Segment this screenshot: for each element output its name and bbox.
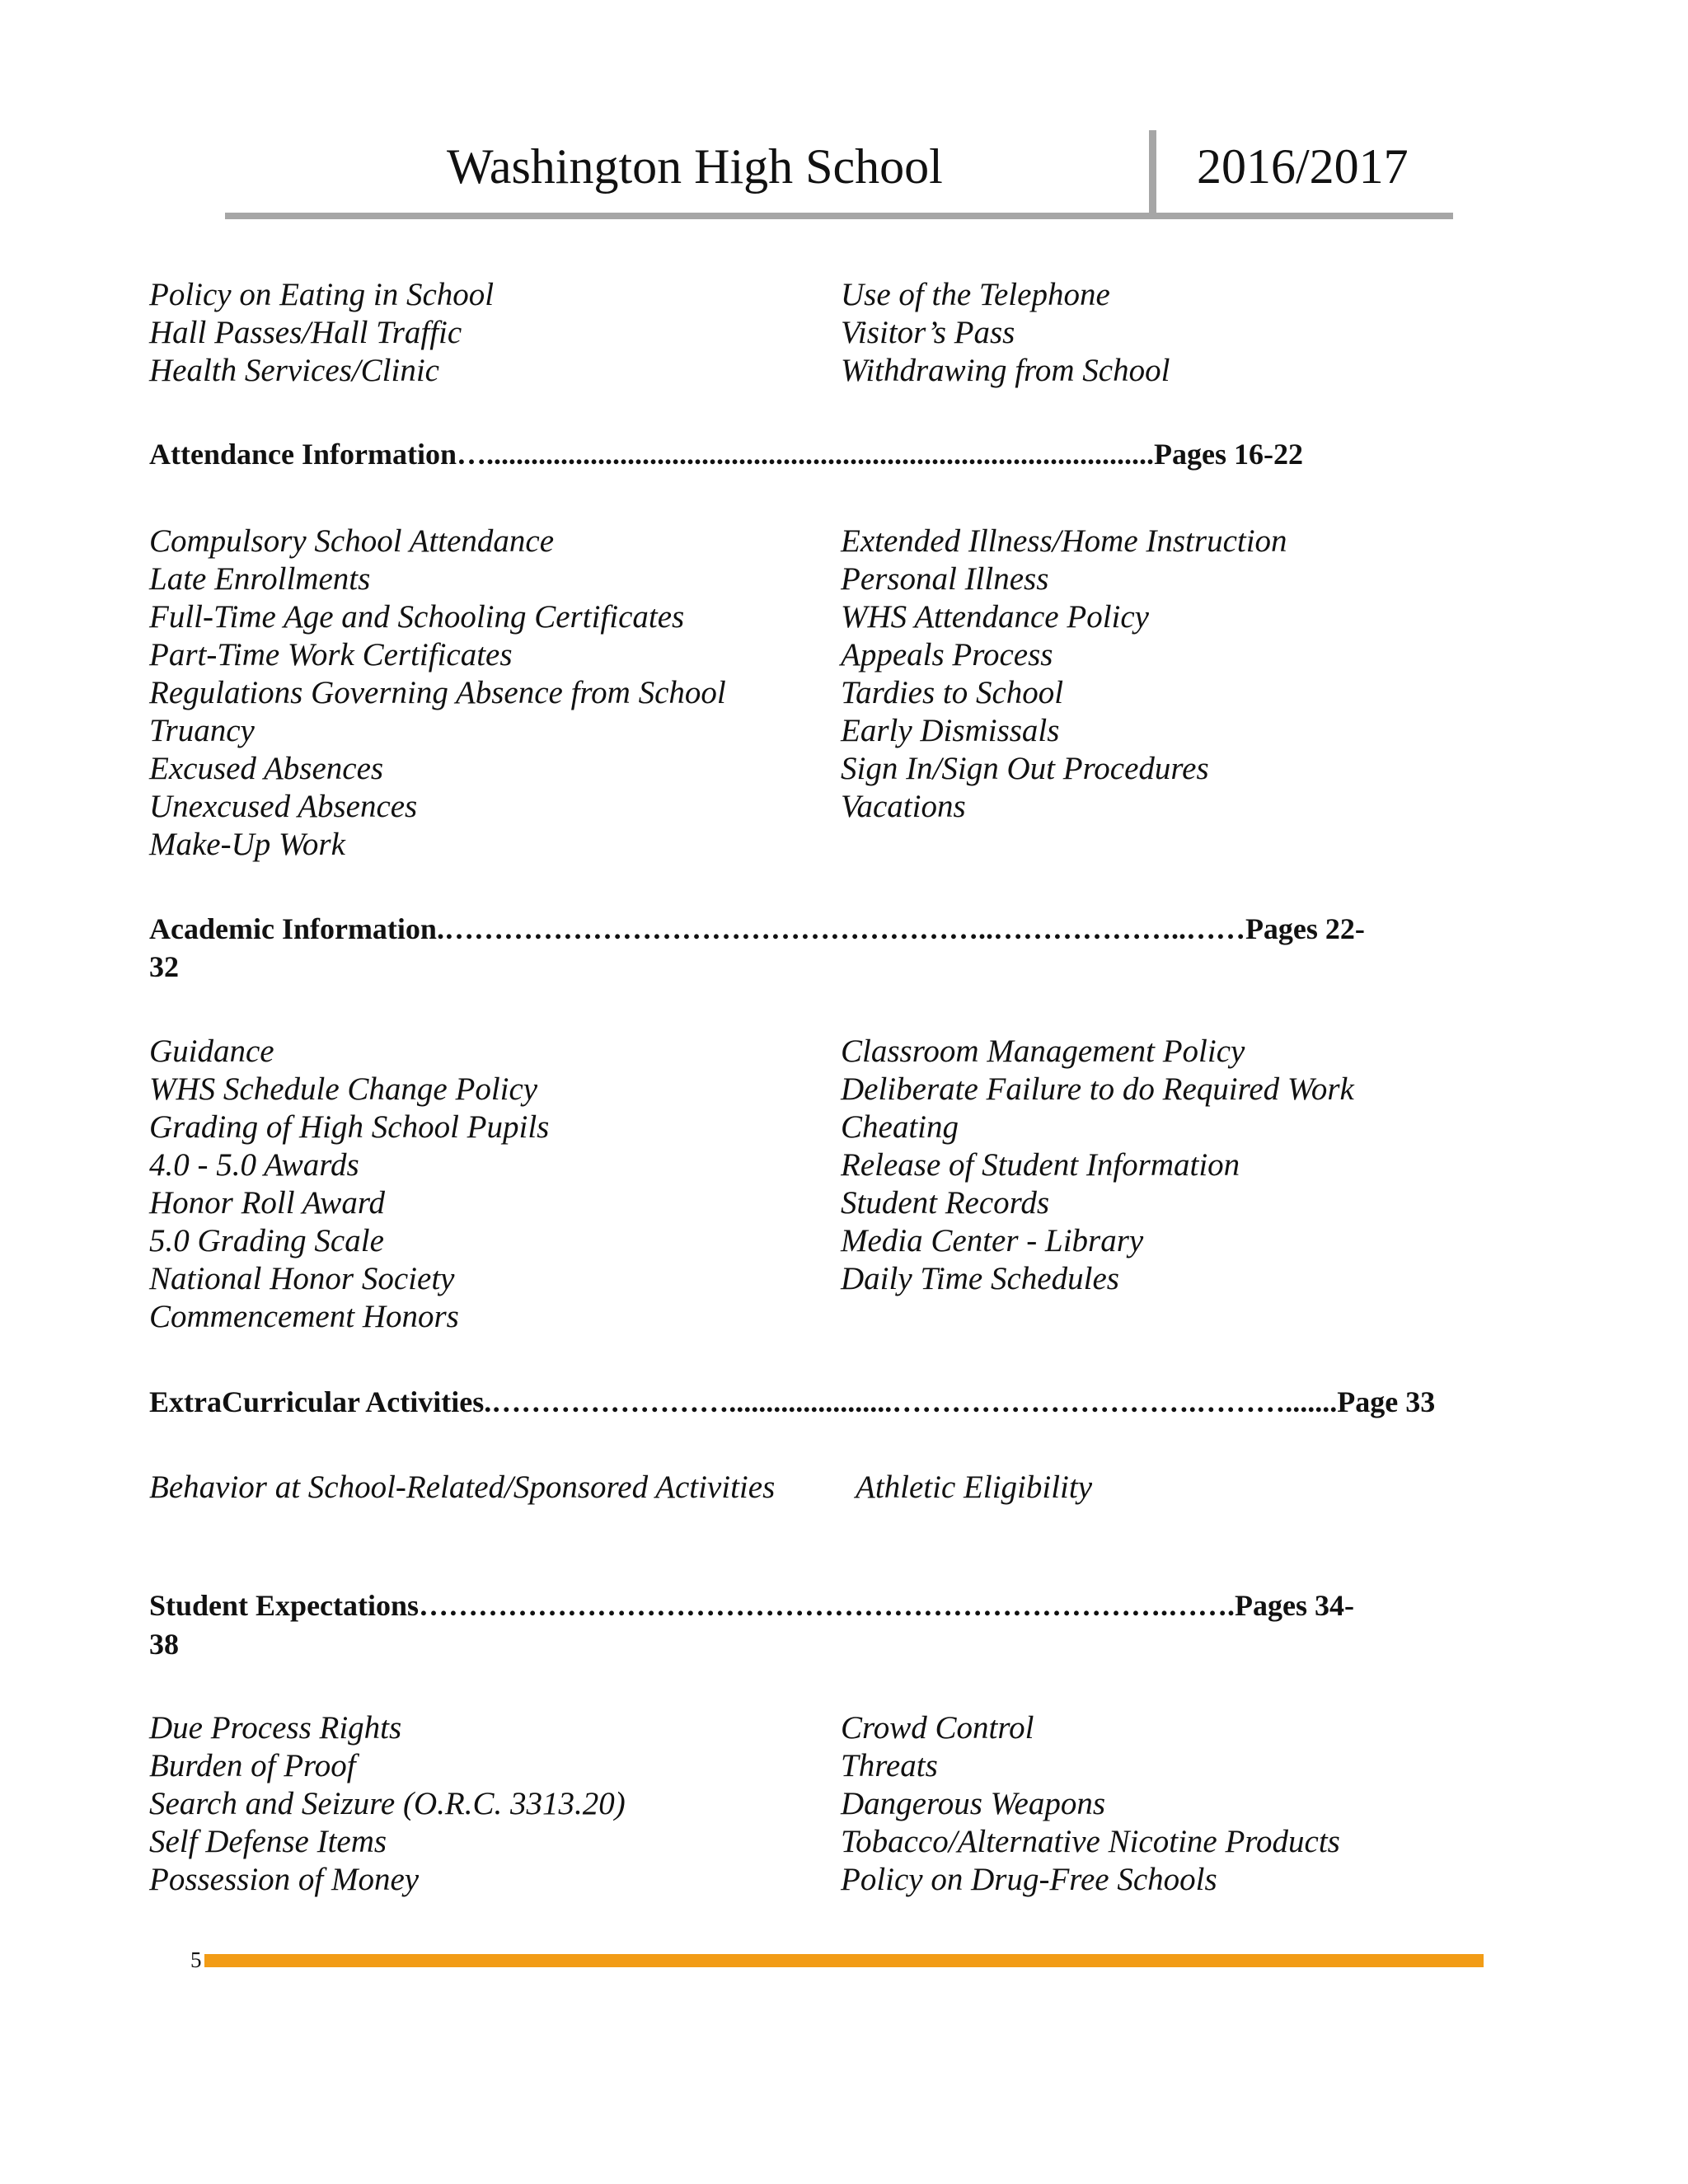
section-heading-extracurricular: ExtraCurricular Activities.……………………......................………………………….……….......Page 33	[149, 1385, 1436, 1418]
list-item: Deliberate Failure to do Required Work	[841, 1071, 1354, 1107]
list-item: WHS Attendance Policy	[841, 599, 1149, 635]
list-item: Make-Up Work	[149, 827, 345, 862]
list-item: Vacations	[841, 789, 966, 824]
list-item: Athletic Eligibility	[856, 1469, 1093, 1505]
list-item: Compulsory School Attendance	[149, 523, 555, 559]
list-item: WHS Schedule Change Policy	[149, 1071, 538, 1107]
list-item: Extended Illness/Home Instruction	[841, 523, 1287, 559]
list-item: Dangerous Weapons	[841, 1786, 1106, 1821]
list-item: Honor Roll Award	[149, 1185, 386, 1221]
list-item: Search and Seizure (O.R.C. 3313.20)	[149, 1786, 626, 1821]
section-heading-academic: Academic Information.………………………………………………..………………..……Pages 22-	[149, 912, 1365, 945]
list-item: Sign In/Sign Out Procedures	[841, 751, 1209, 786]
list-item: Early Dismissals	[841, 713, 1060, 748]
list-item: Daily Time Schedules	[841, 1261, 1119, 1296]
list-item: 4.0 - 5.0 Awards	[149, 1147, 359, 1183]
list-item: Policy on Eating in School	[149, 277, 495, 312]
list-item: Appeals Process	[841, 637, 1053, 673]
header-divider	[1149, 130, 1156, 219]
section-heading-student-expectations-cont: 38	[149, 1628, 179, 1661]
list-item: Personal Illness	[841, 561, 1049, 597]
list-item: Threats	[841, 1748, 938, 1783]
list-item: Excused Absences	[149, 751, 384, 786]
footer-rule	[204, 1954, 1484, 1967]
list-item: Policy on Drug-Free Schools	[841, 1862, 1217, 1897]
list-item: Student Records	[841, 1185, 1050, 1221]
list-item: Regulations Governing Absence from School	[149, 675, 726, 710]
list-item: 5.0 Grading Scale	[149, 1223, 384, 1258]
list-item: Cheating	[841, 1109, 959, 1145]
list-item: Unexcused Absences	[149, 789, 418, 824]
list-item: Behavior at School-Related/Sponsored Activities	[149, 1469, 776, 1505]
list-item: National Honor Society	[149, 1261, 455, 1296]
section-heading-academic-cont: 32	[149, 950, 179, 983]
list-item: Self Defense Items	[149, 1824, 387, 1859]
section-heading-student-expectations: Student Expectations………………………………………………………………….…….Pages 34-	[149, 1589, 1355, 1622]
page-number: 5	[190, 1947, 202, 1972]
list-item: Tobacco/Alternative Nicotine Products	[841, 1824, 1340, 1859]
list-item: Due Process Rights	[149, 1710, 402, 1746]
list-item: Full-Time Age and Schooling Certificates	[149, 599, 685, 635]
list-item: Withdrawing from School	[841, 353, 1170, 388]
list-item: Media Center - Library	[841, 1223, 1144, 1258]
list-item: Crowd Control	[841, 1710, 1034, 1746]
list-item: Burden of Proof	[149, 1748, 356, 1783]
list-item: Visitor’s Pass	[841, 315, 1015, 350]
section-heading-attendance: Attendance Information…..........................................................................................Pages 16-22	[149, 438, 1303, 471]
list-item: Use of the Telephone	[841, 277, 1110, 312]
list-item: Release of Student Information	[841, 1147, 1240, 1183]
list-item: Possession of Money	[149, 1862, 420, 1897]
header-rule	[225, 213, 1453, 219]
list-item: Grading of High School Pupils	[149, 1109, 550, 1145]
list-item: Guidance	[149, 1033, 274, 1069]
list-item: Tardies to School	[841, 675, 1064, 710]
page-header-year: 2016/2017	[1197, 139, 1409, 194]
list-item: Commencement Honors	[149, 1299, 459, 1334]
page-header-title: Washington High School	[447, 139, 943, 194]
list-item: Truancy	[149, 713, 255, 748]
list-item: Late Enrollments	[149, 561, 371, 597]
list-item: Hall Passes/Hall Traffic	[149, 315, 462, 350]
list-item: Part-Time Work Certificates	[149, 637, 513, 673]
list-item: Classroom Management Policy	[841, 1033, 1245, 1069]
list-item: Health Services/Clinic	[149, 353, 439, 388]
